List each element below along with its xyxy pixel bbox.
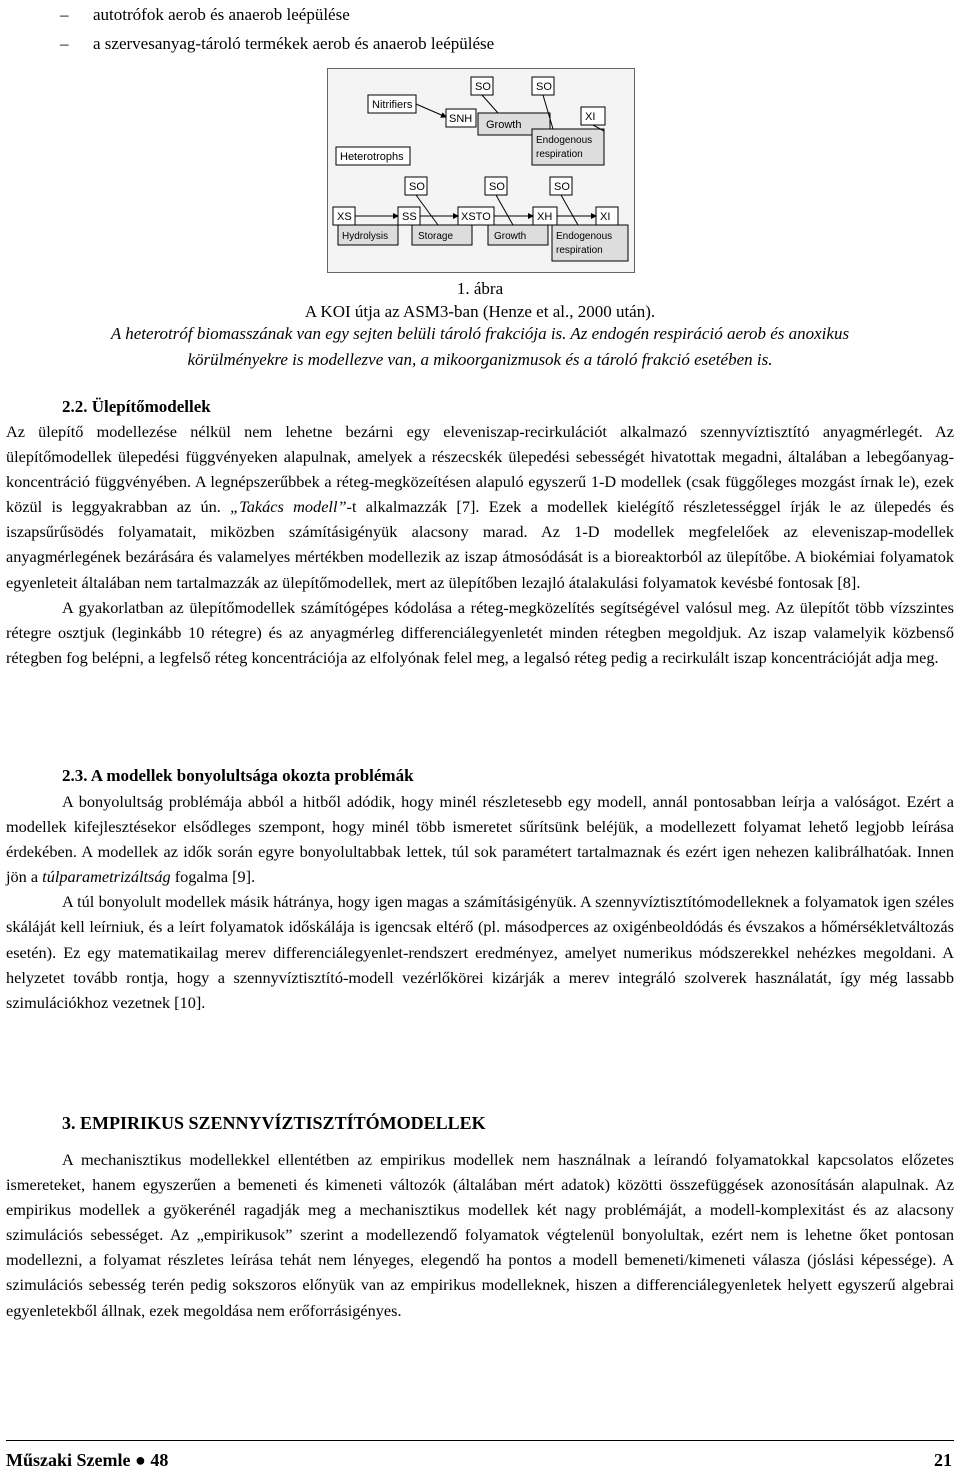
growth-label: Growth [486, 119, 522, 131]
section-3-body [6, 1147, 954, 1323]
respiration-label: respiration [556, 245, 603, 256]
nitrifiers-label: Nitrifiers [372, 99, 413, 111]
xi-label: XI [600, 211, 611, 223]
so-label: SO [475, 81, 491, 93]
endogenous-label: Endogenous [556, 231, 613, 242]
xh-label: XH [537, 211, 553, 223]
footer-divider [6, 1440, 954, 1441]
so-label: SO [489, 181, 505, 193]
figure-description-line1: A heterotróf biomasszának van egy sejten belüli tároló frakciója is. Az endogén respiráció aerob és anoxikus [110, 324, 850, 343]
paragraph: A gyakorlatban az ülepítőmodellek számítógépes kódolása a réteg-megközelítés segítségével valósul meg. Az ülepítőt több vízszintes rétegre osztjuk (leginkább 10 rétegre) és az anyagmérleg differenciálegyenletét minden rétegben megoldjuk. Az iszap valamelyik közbenső rétegben fog belépni, a legfelső réteg koncentrációja az elfolyónak felel meg, a legalsó réteg pedig a recirkulált iszap koncentrációját adja meg. [6, 597, 954, 667]
text-run: -t alkalmazzák [7]. Ezek a modellek kielégítő részletességgel írják le az ülepedés és iszapsűrűsödés folyamatait, miközben számításigényük alacsony marad. Az 1-D modellek megfelelőek az eleveniszap-modellek anyagmérlegének bezárására és valamelyes mértékben modellezik az iszap átmosódását is a bioreaktorból az ülepítőbe. A biokémiai folyamatok egyenleteit általában nem tartalmazzák az ülepítőmodellek, mert az ülepítőben lezajló átalakulási folyamatok kevésbé fontosak [8]. [6, 497, 954, 592]
paragraph [6, 419, 954, 595]
so-label: SO [409, 181, 425, 193]
so-label: SO [536, 81, 552, 93]
footer-journal: Műszaki Szemle ● 48 [6, 1450, 169, 1470]
text-run: Az ülepítő modellezése nélkül nem lehetne bezárni egy eleveniszap-recirkulációt alkalmazó szennyvíztisztító anyagmérlegét. Az ülepítőmodellek ülepedési függvényeken alapulnak, amelyek a részecskék ülepedési sebességét hivatottak megadni, általában a lebegőanyag-koncentráció függvényében. A legnépszerűbbek a réteg-megközeítésen alapuló egyszerű 1-D modellek (csak függőleges mozgást írnak le), ezek közül is leggyakrabban az ún. [6, 422, 954, 517]
section-2-3-body [6, 789, 954, 1015]
paragraph: A túl bonyolult modellek másik hátránya, hogy igen magas a számításigényük. A szennyvíztisztítómodelleknek a folyamatok igen széles skáláját kell leírniuk, és a leírt folyamatok időskálája is igencsak eltérő (pl. másodperces az oxigénbeoldódás és évszakos a hőmérsékletváltozás esetén). Ez egy matematikailag merev differenciálegyenlet-rendszert eredményez, amelyet numerikus módszerekkel nehézkes megoldani. A helyzetet tovább rontja, hogy a szennyvíztisztító-modell vezérlőkörei kizárják a merev integráló szolverek használatát, így még lassabb szimulációkhoz vezetnek [10]. [6, 892, 954, 1012]
ss-label: SS [402, 211, 417, 223]
respiration-label: respiration [536, 149, 583, 160]
figure-number: 1. ábra [456, 279, 504, 298]
figure-title: A KOI útja az ASM3-ban (Henze et al., 2000 után). [304, 302, 656, 321]
xsto-label: XSTO [461, 211, 491, 223]
italic-text: „Takács modell” [230, 497, 347, 517]
text-run: A bonyolultság problémája abból a hitből adódik, hogy minél részletesebb egy modell, annál pontosabban leírja a valóságot. Ezért a modellek kifejlesztésekor elsődleges szempont, hogy minél több ismeretet sűrítsünk beléjük, a modellezett folyamat lehető legjobb leírása érdekében. A modellek az idők során egyre bonyolultabbak lettek, túl sok paramétert tartalmaznak és ezért igen nehezen kalibrálhatóak. Innen jön a [6, 792, 954, 887]
italic-text: túlparametrizáltság [42, 867, 171, 887]
section-heading-2-2: 2.2. Ülepítőmodellek [62, 397, 211, 416]
bullet-list [60, 0, 494, 58]
page-number: 21 [934, 1450, 952, 1470]
issue-number: 48 [150, 1450, 169, 1470]
xi-label: XI [585, 111, 596, 123]
snh-label: SNH [449, 113, 473, 125]
paragraph [6, 789, 954, 889]
storage-label: Storage [418, 231, 454, 242]
section-heading-2-3: 2.3. A modellek bonyolultsága okozta problémák [62, 766, 414, 785]
heterotrophs-label: Heterotrophs [340, 151, 404, 163]
bullet-item: – autotrófok aerob és anaerob leépülése [60, 0, 494, 29]
so-label: SO [554, 181, 570, 193]
endogenous-label: Endogenous [536, 135, 593, 146]
journal-name: Műszaki Szemle [6, 1450, 131, 1470]
section-heading-3: 3. EMPIRIKUS SZENNYVÍZTISZTÍTÓMODELLEK [62, 1113, 486, 1133]
section-2-2-body [6, 419, 954, 670]
paragraph: A mechanisztikus modellekkel ellentétben az empirikus modellek nem használnak a leírandó folyamatokkal kapcsolatos előzetes ismereteket, hanem egyszerűen a bemeneti és kimeneti változók (általában mért adatok) közötti összefüggések azonosításán alapulnak. Az empirikus modellek a gyökerénél ragadják meg a mechanisztikus modellek két nagy problémáját, a modell-komplexitást és az alacsony szimulációs sebességet. Az „empirikusok” szerint a modellezendő folyamatok végtelenül bonyolultak, ezért nem is lehetne őket pontosan modellezni, a folyamat részletes leírása tehát nem lényeges, elegendő ha pontos a modell bemeneti/kimeneti válasza (jóslási képessége). A szimulációs sebesség terén pedig sokszoros előnyük van az empirikus modelleknek, hiszen a differenciálegyenletek helyett egyszerű algebrai egyenletekből állnak, ezek megoldása nem erőforrásigényes. [6, 1150, 954, 1320]
text-run: fogalma [9]. [170, 867, 256, 887]
bullet-item: – a szervesanyag-tároló termékek aerob és anaerob leépülése [60, 29, 494, 58]
xs-label: XS [337, 211, 352, 223]
figure-description-line2: körülményekre is modellezve van, a mikoorganizmusok és a tároló frakció esetében is. [187, 350, 773, 369]
hydrolysis-label: Hydrolysis [342, 231, 389, 242]
asm3-diagram [327, 68, 635, 273]
growth-label: Growth [494, 231, 527, 242]
